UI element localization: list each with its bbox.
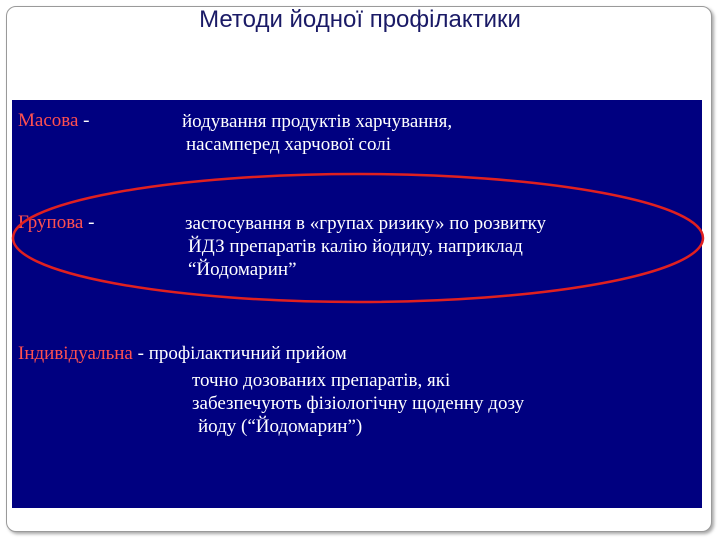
method-separator: - bbox=[137, 343, 144, 364]
method-description-mass bbox=[182, 110, 452, 156]
description-line: йодування продуктів харчування, bbox=[182, 111, 453, 132]
slide-title: Методи йодної профілактики bbox=[199, 6, 521, 33]
method-term-individual bbox=[18, 343, 347, 365]
method-description-individual bbox=[192, 369, 524, 438]
description-line: забезпечують фізіологічну щоденну дозу bbox=[192, 393, 525, 414]
method-term-group bbox=[18, 212, 94, 234]
content-panel bbox=[12, 100, 702, 508]
method-description-group bbox=[185, 212, 546, 281]
description-line: насамперед харчової солі bbox=[186, 134, 392, 155]
description-line: “Йодомарин” bbox=[188, 259, 297, 280]
method-description-first-line: профілактичний прийом bbox=[148, 343, 347, 364]
method-separator: - bbox=[88, 212, 95, 233]
method-separator: - bbox=[83, 110, 90, 131]
method-term-label: Індивідуальна bbox=[18, 343, 133, 364]
method-term-label: Групова bbox=[18, 212, 84, 233]
description-line: застосування в «групах ризику» по розвитку bbox=[185, 213, 547, 234]
method-term-mass bbox=[18, 110, 90, 132]
description-line: ЙДЗ препаратів калію йодиду, наприклад bbox=[188, 236, 523, 257]
description-line: йоду (“Йодомарин”) bbox=[198, 416, 363, 437]
description-line: точно дозованих препаратів, які bbox=[192, 370, 451, 391]
method-term-label: Масова bbox=[18, 110, 79, 131]
